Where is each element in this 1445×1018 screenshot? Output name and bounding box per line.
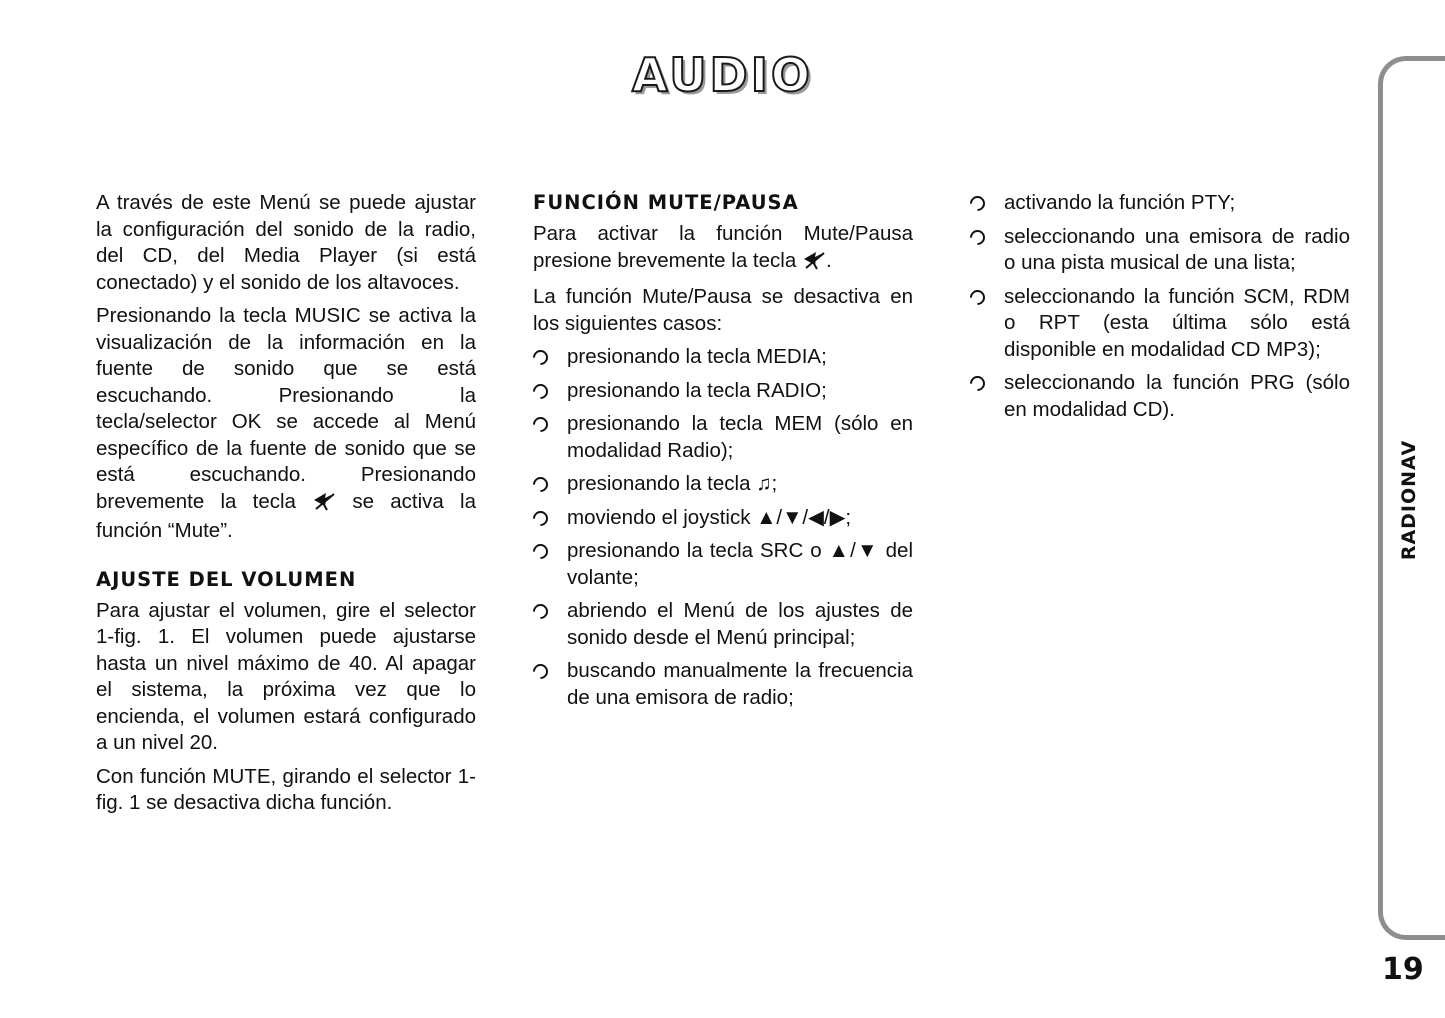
list-item: abriendo el Menú de los ajustes de sonido desde el Menú principal; [533, 598, 913, 651]
mute-activate-text: Para activar la función Mute/Pausa presione brevemente la tecla [533, 222, 913, 272]
intro-paragraph: A través de este Menú se puede ajustar la configuración del sonido de la radio, del CD, del Media Player (si está conectado) y el sonido de los altavoces. [96, 191, 476, 294]
column-middle [533, 190, 913, 718]
open-circle-bullet-icon [530, 380, 551, 401]
open-circle-bullet-icon [530, 601, 551, 622]
page-number: 19 [1382, 952, 1424, 987]
open-circle-bullet-icon [530, 661, 551, 682]
open-circle-bullet-icon [967, 373, 988, 394]
music-paragraph [96, 303, 476, 545]
list-item: moviendo el joystick ▲/▼/◀/▶; [533, 505, 913, 532]
list-item: seleccionando la función PRG (sólo en modalidad CD). [970, 370, 1350, 423]
list-item: seleccionando la función SCM, RDM o RPT (esta última sólo está disponible en modalidad CD MP3); [970, 284, 1350, 364]
open-circle-bullet-icon [967, 286, 988, 307]
open-circle-bullet-icon [530, 474, 551, 495]
list-item: presionando la tecla ♫; [533, 471, 913, 498]
list-item: presionando la tecla SRC o ▲/▼ del volante; [533, 538, 913, 591]
mute-activate-paragraph [533, 221, 913, 277]
music-paragraph-text: Presionando la tecla MUSIC se activa la visualización de la información en la fuente de sonido que se está escuchando. Presionando la tecla/selector OK se accede al Menú específico de la fuente de sonido que se está escuchando. Presionando brevemente la tecla [96, 304, 476, 513]
mute-activate-end: . [825, 248, 832, 272]
mute-speaker-icon [312, 491, 336, 519]
list-item: presionando la tecla MEM (sólo en modalidad Radio); [533, 411, 913, 464]
open-circle-bullet-icon [530, 414, 551, 435]
column-right [970, 190, 1350, 430]
deactivation-list [533, 344, 913, 711]
column-left [96, 190, 476, 824]
mute-note-paragraph: Con función MUTE, girando el selector 1-fig. 1 se desactiva dicha función. [96, 764, 476, 814]
list-item: presionando la tecla MEDIA; [533, 344, 913, 371]
list-item: buscando manualmente la frecuencia de una emisora de radio; [533, 658, 913, 711]
volume-paragraph: Para ajustar el volumen, gire el selector 1-fig. 1. El volumen puede ajustarse hasta un nivel máximo de 40. Al apagar el sistema, la próxima vez que lo encienda, el volumen estará configurado a un nivel 20. [96, 598, 476, 754]
list-item: seleccionando una emisora de radio o una pista musical de una lista; [970, 224, 1350, 277]
open-circle-bullet-icon [967, 193, 988, 214]
deactivation-list-continued [970, 190, 1350, 423]
open-circle-bullet-icon [967, 226, 988, 247]
mute-speaker-icon [802, 250, 826, 278]
mute-deactivate-paragraph: La función Mute/Pausa se desactiva en los siguientes casos: [533, 285, 913, 335]
section-tab-label: RADIONAV [1398, 439, 1420, 561]
volume-heading: AJUSTE DEL VOLUMEN [96, 567, 357, 591]
list-item: activando la función PTY; [970, 190, 1350, 217]
list-item: presionando la tecla RADIO; [533, 378, 913, 405]
open-circle-bullet-icon [530, 541, 551, 562]
open-circle-bullet-icon [530, 507, 551, 528]
music-paragraph-end: se activa la función “Mute”. [96, 489, 477, 542]
open-circle-bullet-icon [530, 347, 551, 368]
page-title: AUDIO [632, 48, 813, 102]
mute-pause-heading: FUNCIÓN MUTE/PAUSA [533, 191, 799, 214]
